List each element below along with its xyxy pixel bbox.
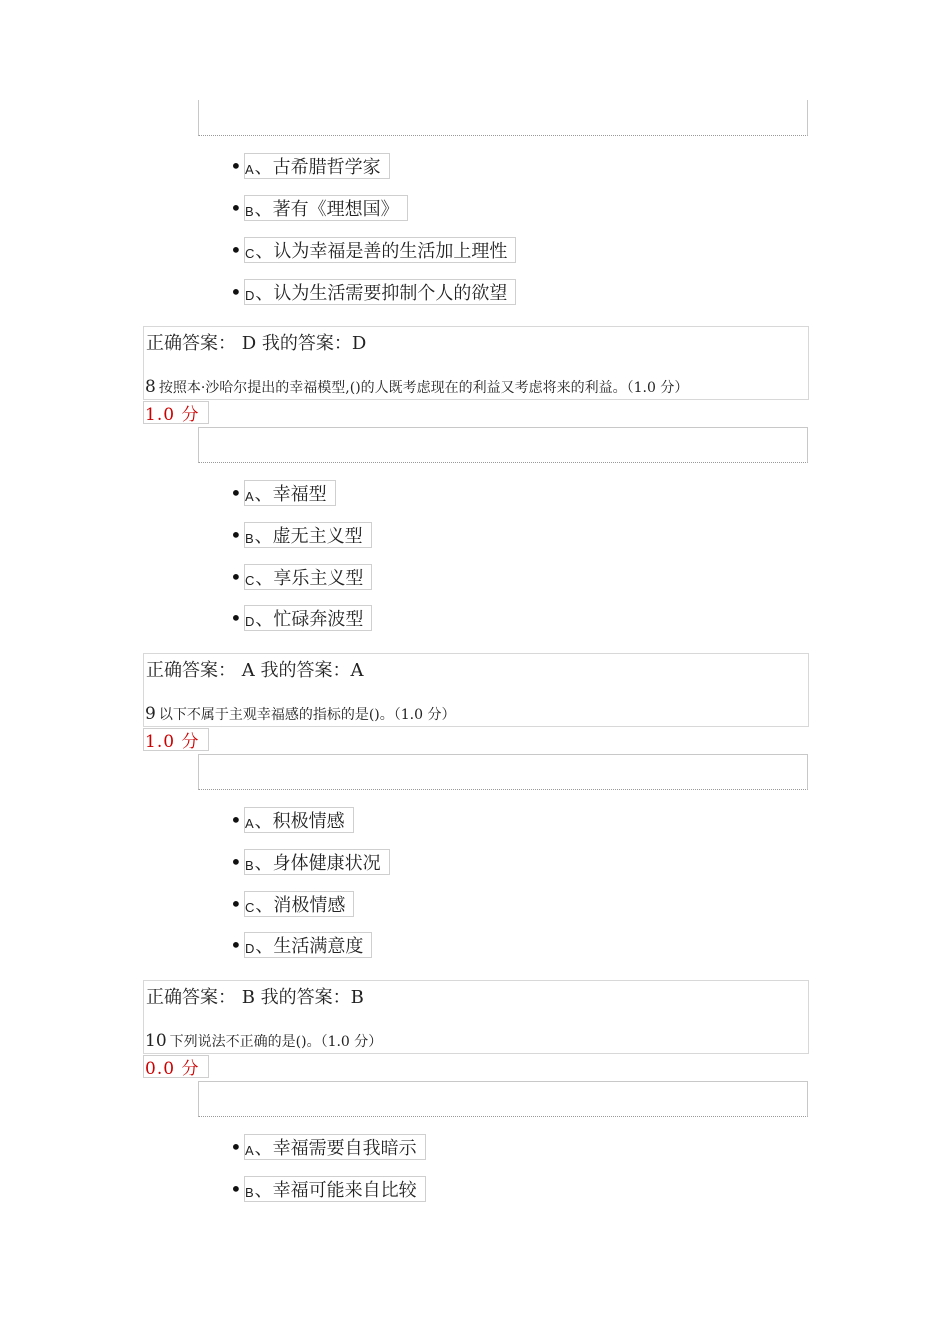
option-d[interactable]: • D 、认为生活需要抑制个人的欲望 <box>230 279 516 305</box>
score-badge: 1.0 分 <box>143 728 209 751</box>
option-a[interactable]: • A 、幸福需要自我暗示 <box>230 1134 426 1160</box>
option-text: 、认为幸福是善的生活加上理性 <box>255 241 508 262</box>
question-number: 10 <box>145 1031 167 1051</box>
question-number: 8 <box>145 377 156 397</box>
correct-answer: 正确答案： A 我的答案：A <box>146 660 364 681</box>
option-a[interactable]: • A 、幸福型 <box>230 480 336 506</box>
bullet-icon: • <box>230 523 242 547</box>
correct-answer: 正确答案： B 我的答案：B <box>146 987 364 1008</box>
answer-blank <box>198 427 808 463</box>
bullet-icon: • <box>230 196 242 220</box>
bullet-icon: • <box>230 238 242 262</box>
option-a[interactable]: • A 、古希腊哲学家 <box>230 153 390 179</box>
option-d[interactable]: • D 、忙碌奔波型 <box>230 605 372 631</box>
option-b[interactable]: • B 、虚无主义型 <box>230 522 372 548</box>
answer-blank <box>198 1081 808 1117</box>
option-text: 、幸福可能来自比较 <box>254 1180 417 1201</box>
option-text: 、幸福需要自我暗示 <box>254 1138 417 1159</box>
score-badge: 1.0 分 <box>143 401 209 424</box>
option-c[interactable]: • C 、认为幸福是善的生活加上理性 <box>230 237 516 263</box>
bullet-icon: • <box>230 280 242 304</box>
option-text: 、虚无主义型 <box>254 526 363 547</box>
option-text: 、幸福型 <box>254 484 327 505</box>
bullet-icon: • <box>230 154 242 178</box>
option-text: 、享乐主义型 <box>255 568 364 589</box>
bullet-icon: • <box>230 850 242 874</box>
option-text: 、消极情感 <box>255 895 346 916</box>
option-text: 、身体健康状况 <box>254 853 381 874</box>
option-b[interactable]: • B 、幸福可能来自比较 <box>230 1176 426 1202</box>
bullet-icon: • <box>230 808 242 832</box>
question-text: 8 按照本·沙哈尔提出的幸福模型,()的人既考虑现在的利益又考虑将来的利益。（1.0 分） <box>145 377 689 397</box>
option-text: 、忙碌奔波型 <box>255 609 364 630</box>
bullet-icon: • <box>230 1135 242 1159</box>
bullet-icon: • <box>230 933 242 957</box>
option-c[interactable]: • C 、消极情感 <box>230 891 354 917</box>
bullet-icon: • <box>230 606 242 630</box>
option-text: 、积极情感 <box>254 811 345 832</box>
option-d[interactable]: • D 、生活满意度 <box>230 932 372 958</box>
question-text: 10 下列说法不正确的是()。（1.0 分） <box>145 1031 383 1051</box>
option-text: 、认为生活需要抑制个人的欲望 <box>255 283 508 304</box>
bullet-icon: • <box>230 481 242 505</box>
bullet-icon: • <box>230 1177 242 1201</box>
answer-card <box>143 653 809 727</box>
option-text: 、著有《理想国》 <box>254 199 399 220</box>
option-b[interactable]: • B 、身体健康状况 <box>230 849 390 875</box>
answer-blank <box>198 754 808 790</box>
option-text: 、生活满意度 <box>255 936 364 957</box>
bullet-icon: • <box>230 565 242 589</box>
option-text: 、古希腊哲学家 <box>254 157 381 178</box>
answer-card <box>143 980 809 1054</box>
question-number: 9 <box>145 704 156 724</box>
bullet-icon: • <box>230 892 242 916</box>
answer-card <box>143 326 809 400</box>
option-c[interactable]: • C 、享乐主义型 <box>230 564 372 590</box>
score-badge: 0.0 分 <box>143 1055 209 1078</box>
question-text: 9 以下不属于主观幸福感的指标的是()。（1.0 分） <box>145 704 456 724</box>
answer-blank <box>198 100 808 136</box>
option-b[interactable]: • B 、著有《理想国》 <box>230 195 408 221</box>
correct-answer: 正确答案： D 我的答案：D <box>146 333 367 354</box>
option-a[interactable]: • A 、积极情感 <box>230 807 354 833</box>
